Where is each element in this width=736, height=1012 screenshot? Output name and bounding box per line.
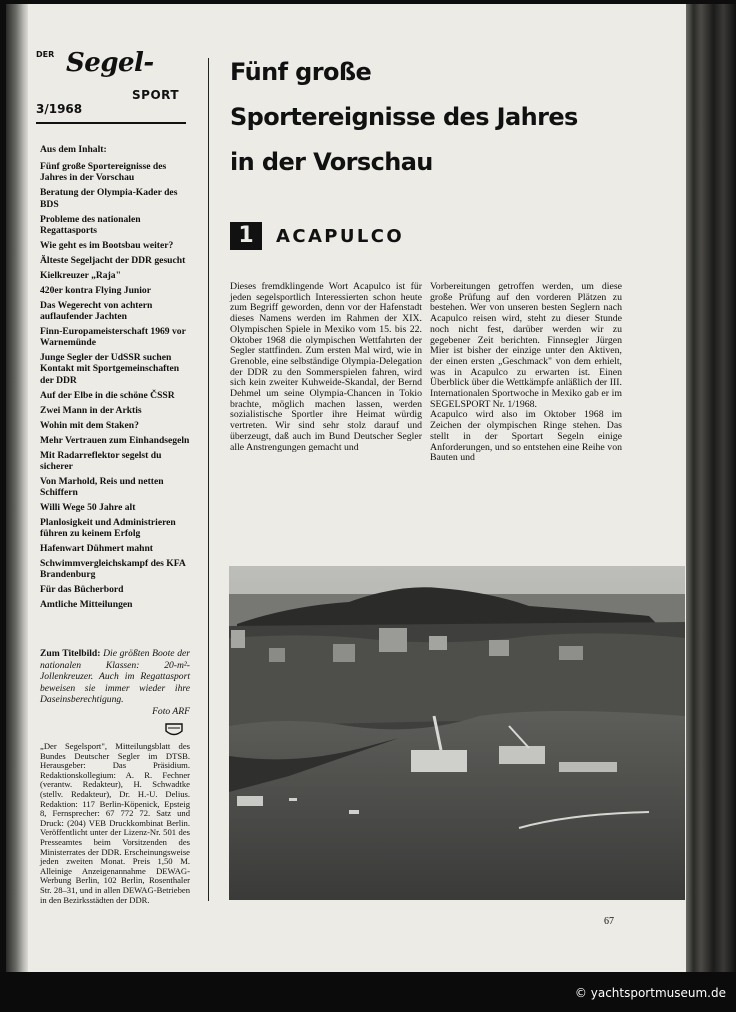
photo-credit: Foto ARF xyxy=(152,705,190,717)
article-paragraph: Dieses fremdklingende Wort Acapulco ist für jeden segelsportlich Interessierten schon heute zum Begriff geworden, denn vor der Hafenstadt dieses Namens werden im Rahmen der XIX. Olympischen Spiele in Mexiko vom 15. bis 22. Oktober 1968 die olympischen Wettfahrten der Segler stattfinden. Zum ersten Mal wird, wie in Grenoble, eine selbständige Olympia-Delegation der DDR zu den Sommerspielen fahren, wird sich kein zweiter Kuhweide-Skandal, der Bernd Dehmel um seine Olympia-Chancen in Tokio brachte, möglich machen lassen, werden sozialistische Sportler ihre Heimat würdig vertreten. Wir sind sehr stolz darauf und überzeugt, daß auch im Bund Deutscher Segler alle Anstrengungen gemacht und xyxy=(230,281,422,453)
toc-item: Hafenwart Dühmert mahnt xyxy=(40,543,153,555)
article-paragraph: Acapulco wird also im Oktober 1968 im Zeichen der olympischen Ringe stehen. Das stellt in der Sportart Segeln einige Anforderungen, und so entstehen eine Reihe von Bauten und xyxy=(430,409,622,464)
column-divider xyxy=(208,58,209,901)
article-paragraph: Vorbereitungen getroffen werden, um diese große Prüfung auf den vorderen Plätzen zu bestehen. Wer von unseren besten Seglern nach Acapulco reisen wird, steht zu dieser Stunde noch nicht fest, darüber werden wir zu gegebener Zeit berichten. Finnsegler Jürgen Mier ist bisher der einzige unter den Aktiven, der einen ersten „Geschmack" von dem erhielt, was in Acapulco zu erwarten ist. Einen Überblick über die Wettkämpfe anläßlich der III. Internationalen Sportwoche in Mexiko gab er im SEGELSPORT Nr. 1/1968. xyxy=(430,281,622,410)
toc-item: Probleme des nationalen Regattasports xyxy=(40,213,141,236)
masthead-prefix: DER xyxy=(36,50,55,59)
dtsb-logo-icon xyxy=(164,722,184,738)
toc-item: Auf der Elbe in die schöne ČSSR xyxy=(40,389,175,401)
headline-line: Sportereignisse des Jahres xyxy=(230,103,578,131)
cover-note-caption: Die größten Boote der nationalen Klassen: 20-m²-Jollenkreuzer. Auch im Regattasport beweisen sie immer wieder ihre Daseinsberechtigung. xyxy=(40,648,190,706)
toc-item: Planlosigkeit und Administrieren führen zu keinem Erfolg xyxy=(40,517,176,540)
toc-item: Finn-Europameisterschaft 1969 vor Warnemünde xyxy=(40,326,186,349)
imprint: „Der Segelsport", Mitteilungsblatt des Bundes Deutscher Segler im DTSB. Herausgeber: Das Präsidium. Redaktionskollegium: A. R. Fechner (verantw. Redakteur), H. Schwadtke (stellv. Redakteur), Dr. H.-U. Delius. Redaktion: 117 Berlin-Köpenick, Epsteig 8, Fernsprecher: 67 772 72. Satz und Druck: (204) VEB Druckkombinat Berlin. Veröffentlicht unter der Lizenz-Nr. 501 des Presseamtes beim Vorsitzenden des Ministerrates der DDR. Erscheinungsweise jeden zweiten Monat. Preis 1,50 M. Alleinige Anzeigenannahme DEWAG-Werbung Berlin, 102 Berlin, Rosenthaler Str. 28–31, und in allen DEWAG-Betrieben in den Bezirksstädten der DDR. xyxy=(40,741,190,905)
acapulco-harbor-photo xyxy=(229,566,685,900)
toc-item: 420er kontra Flying Junior xyxy=(40,284,151,296)
page-title xyxy=(230,50,670,185)
page-number: 67 xyxy=(604,916,614,927)
left-binding-shadow xyxy=(6,4,28,972)
toc-item: Wohin mit dem Staken? xyxy=(40,419,139,431)
headline-line: in der Vorschau xyxy=(230,148,433,176)
article-column-2 xyxy=(430,282,622,464)
toc-item: Zwei Mann in der Arktis xyxy=(40,404,142,416)
toc-item: Fünf große Sportereignisse des Jahres in der Vorschau xyxy=(40,161,167,184)
toc-heading: Aus dem Inhalt: xyxy=(40,144,107,155)
toc-item: Willi Wege 50 Jahre alt xyxy=(40,502,136,514)
masthead-suffix: SPORT xyxy=(132,88,180,102)
headline-line: Fünf große xyxy=(230,58,372,86)
toc-list xyxy=(40,161,192,610)
toc-item: Beratung der Olympia-Kader des BDS xyxy=(40,187,178,210)
toc-item: Mehr Vertrauen zum Einhandsegeln xyxy=(40,434,190,446)
section-number-badge: 1 xyxy=(230,222,262,250)
toc-item: Älteste Segeljacht der DDR gesucht xyxy=(40,254,186,266)
cover-note-label: Zum Titelbild: xyxy=(40,648,101,659)
toc-item: Von Marhold, Reis und netten Schiffern xyxy=(40,475,164,499)
toc-item: Das Wegerecht von achtern auflaufender Jachten xyxy=(40,299,153,323)
toc-item: Junge Segler der UdSSR suchen Kontakt mit Sportgemeinschaften der DDR xyxy=(40,352,180,386)
masthead-rule xyxy=(36,122,186,124)
toc-item: Mit Radarreflektor segelst du sicherer xyxy=(40,449,162,472)
toc-item: Amtliche Mitteilungen xyxy=(40,599,133,611)
watermark-credit: © yachtsportmuseum.de xyxy=(574,986,726,1000)
masthead-name: Segel- xyxy=(66,48,154,78)
table-of-contents xyxy=(40,144,192,614)
section-title: ACAPULCO xyxy=(276,226,405,247)
toc-item: Kielkreuzer „Raja" xyxy=(40,269,121,281)
toc-item: Für das Bücherbord xyxy=(40,584,124,596)
toc-item: Wie geht es im Bootsbau weiter? xyxy=(40,239,174,251)
article-column-1 xyxy=(230,282,422,453)
toc-item: Schwimmvergleichskampf des KFA Brandenburg xyxy=(40,558,186,581)
book-spine xyxy=(686,4,736,972)
cover-note xyxy=(40,648,190,718)
issue-number: 3/1968 xyxy=(36,102,83,116)
